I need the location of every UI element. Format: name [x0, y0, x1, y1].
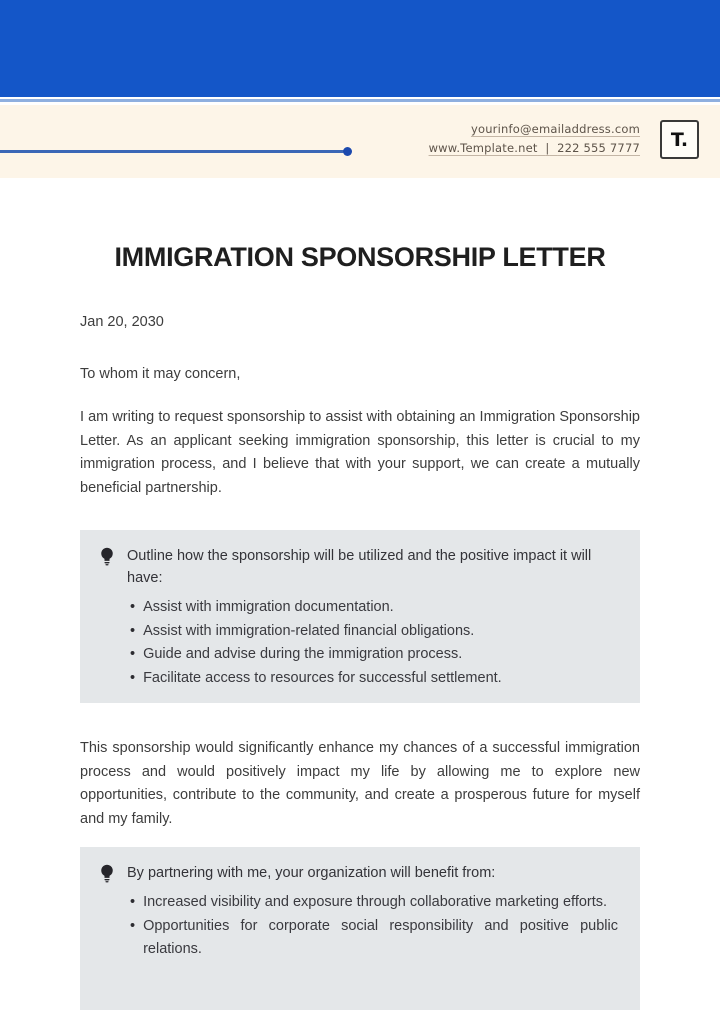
lightbulb-icon	[100, 547, 114, 566]
callout-1-list	[100, 596, 618, 690]
callout-box-2	[80, 847, 640, 1010]
letter-date: Jan 20, 2030	[80, 314, 164, 330]
letter-salutation: To whom it may concern,	[80, 366, 241, 382]
template-logo	[660, 120, 699, 159]
contact-info	[429, 120, 640, 158]
list-item: • Assist with immigration documentation.	[130, 596, 618, 620]
callout-2-heading: By partnering with me, your organization will benefit from:	[127, 865, 496, 881]
header-rule-dot	[343, 147, 352, 156]
callout-box-1	[80, 530, 640, 703]
list-item: • Guide and advise during the immigration process.	[130, 643, 618, 667]
callout-2-list	[100, 891, 618, 962]
bullet-icon: •	[130, 917, 136, 934]
letter-paragraph-2: This sponsorship would significantly enhance my chances of a successful immigration process and would positively impact my life by allowing me to explore new opportunities, contribute to the community, and create a prosperous future for myself and my family.	[80, 740, 640, 827]
page-title: IMMIGRATION SPONSORSHIP LETTER	[114, 242, 606, 272]
header-blue-band	[0, 0, 720, 97]
list-item: • Increased visibility and exposure through collaborative marketing efforts.	[130, 891, 618, 915]
letter-body	[0, 240, 720, 1010]
header-rule-line	[0, 150, 344, 153]
header-contact-band	[0, 105, 720, 178]
bullet-icon: •	[130, 599, 136, 615]
bullet-icon: •	[130, 622, 136, 639]
bullet-icon: •	[130, 894, 136, 910]
list-item: • Assist with immigration-related financial obligations.	[130, 620, 618, 644]
callout-2-header	[100, 862, 618, 884]
list-item: • Facilitate access to resources for successful settlement.	[130, 667, 618, 691]
contact-website-phone: www.Template.net | 222 555 7777	[428, 141, 640, 155]
lightbulb-icon	[100, 864, 114, 883]
bullet-icon: •	[130, 669, 136, 686]
letter-paragraph-1: I am writing to request sponsorship to assist with obtaining an Immigration Sponsorship Letter. As an applicant seeking immigration sponsorship, this letter is crucial to my immigration process, and I believe that with your support, we can create a mutually beneficial partnership.	[80, 409, 640, 496]
bullet-icon: •	[130, 646, 136, 662]
callout-1-heading: Outline how the sponsorship will be utilized and the positive impact it will have:	[127, 548, 592, 586]
contact-email: yourinfo@emailaddress.com	[470, 122, 640, 136]
callout-1-header	[100, 545, 618, 589]
list-item: • Opportunities for corporate social responsibility and positive public relations.	[130, 915, 618, 962]
template-logo-text: T.	[670, 128, 689, 151]
